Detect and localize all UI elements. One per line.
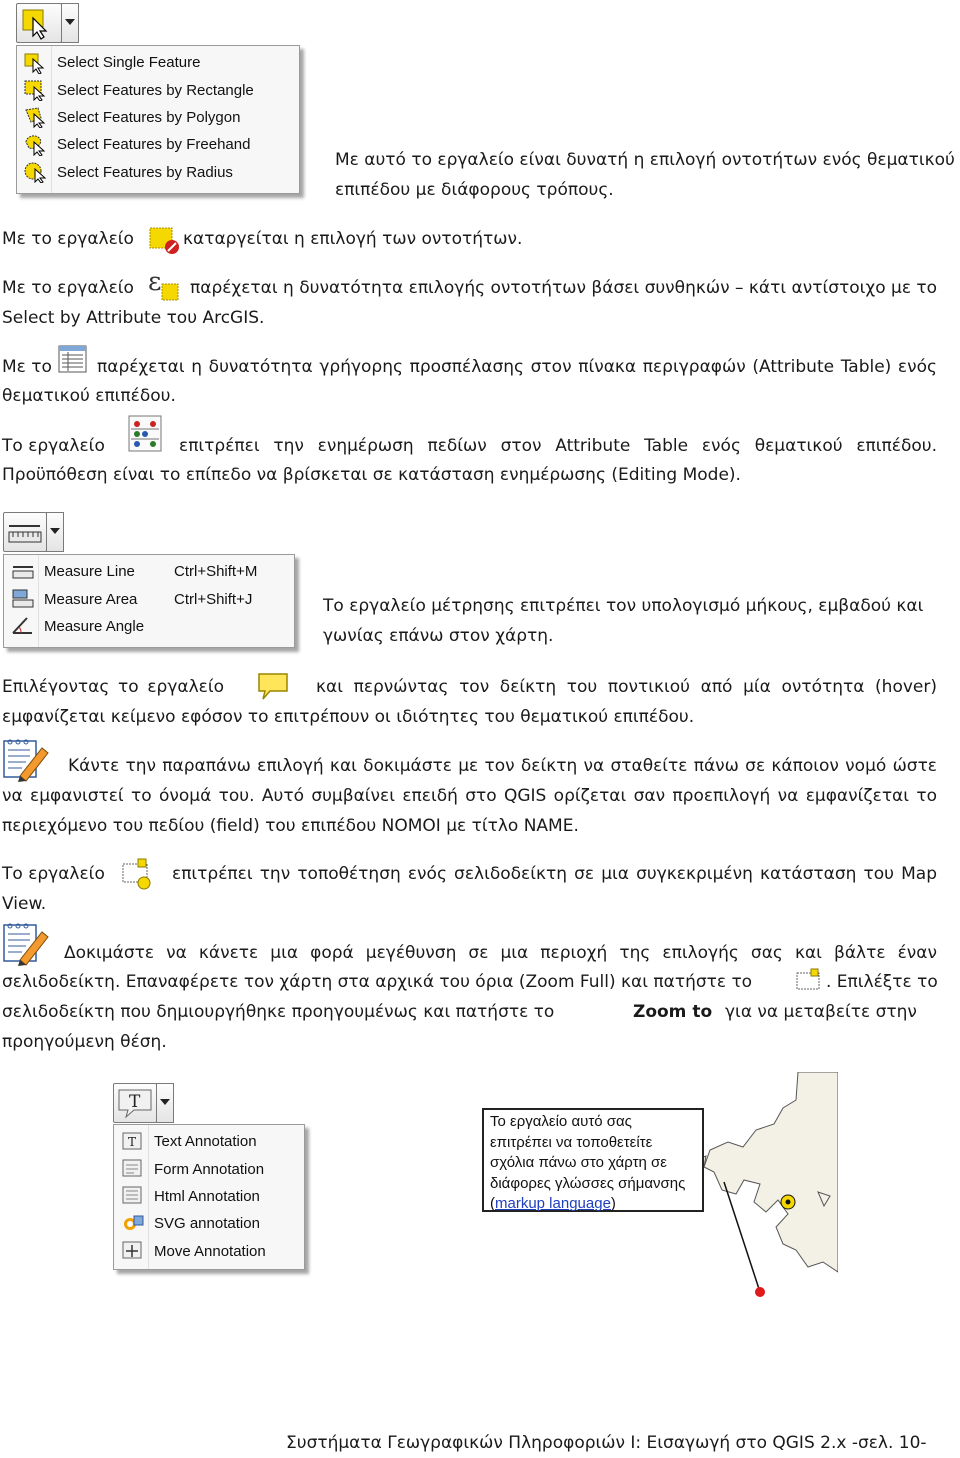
field-calc-text-after: επιτρέπει την ενημέρωση πεδίων στον Attribute Table ενός θεματικού επιπέδου. [179, 436, 937, 456]
menu-item-label: Html Annotation [154, 1187, 260, 1205]
measure-tool-dropdown[interactable] [46, 512, 64, 552]
svg-text:ε: ε [148, 268, 162, 297]
exercise2-line3-bold: Zoom to [633, 1002, 713, 1022]
menu-item-html-annotation[interactable] [114, 1183, 304, 1210]
maptips-text-after: και περνώντας τον δείκτη του ποντικιού από μία οντότητα (hover) [316, 677, 937, 697]
html-annotation-icon [120, 1185, 146, 1207]
menu-item-label: Select Features by Rectangle [57, 81, 254, 99]
menu-item-shortcut: Ctrl+Shift+M [174, 563, 258, 581]
exercise2-line1: Δοκιμάστε να κάνετε μια φορά μεγέθυνση σε μια περιοχή της επιλογής σας και βάλτε έναν [64, 943, 937, 963]
exercise2-line2-b: . Επιλέξτε το [826, 972, 938, 992]
annotation-menu [113, 1124, 305, 1270]
menu-item-measure-angle[interactable] [4, 613, 294, 640]
menu-item-label: Measure Area [44, 590, 138, 608]
measure-angle-icon [10, 615, 36, 637]
annotation-text-line: επιτρέπει να τοποθετείτε [490, 1133, 653, 1151]
chevron-down-icon [160, 1099, 170, 1105]
polygon-select-icon [23, 106, 49, 128]
exercise1-line3: περιεχόμενο του πεδίου (field) του επιπέδου ΝΟΜΟΙ με τίτλο NAME. [2, 816, 579, 836]
expression-text-before: Με το εργαλείο [2, 278, 134, 298]
menu-item-label: Form Annotation [154, 1160, 265, 1178]
exercise1-line1: Κάντε την παραπάνω επιλογή και δοκιμάστε με τον δείκτη να σταθείτε πάνω σε κάποιον νομό ώστε [68, 756, 937, 776]
radius-select-icon [23, 161, 49, 183]
chevron-down-icon [50, 528, 60, 534]
bookmark-text-after: επιτρέπει την τοποθέτηση ενός σελιδοδείκτη σε μια συγκεκριμένη κατάσταση του Map [172, 864, 937, 884]
attr-table-text-after: παρέχεται η δυνατότητα γρήγορης προσπέλασης στον πίνακα περιγραφών (Attribute Table) ενός [97, 357, 937, 377]
measure-area-icon [10, 588, 36, 610]
menu-item-label: Measure Angle [44, 617, 145, 635]
menu-item-label: Select Single Feature [57, 54, 201, 72]
field-calculator-icon [127, 414, 165, 459]
svg-annotation-icon [120, 1213, 146, 1235]
measure-caption-line1: Το εργαλείο μέτρησης επιτρέπει τον υπολογισμό μήκους, εμβαδού και [323, 596, 924, 616]
selection-menu [16, 45, 300, 194]
measure-caption-line2: γωνίας επάνω στον χάρτη. [323, 626, 554, 646]
attr-table-text-line2: θεματικού επιπέδου. [2, 386, 176, 406]
expression-text-after: παρέχεται η δυνατότητα επιλογής οντοτήτων βάσει συνθηκών – κάτι αντίστοιχο με το [190, 278, 938, 298]
menu-item-shortcut: Ctrl+Shift+J [174, 590, 253, 608]
menu-item-text-annotation[interactable] [114, 1128, 304, 1155]
menu-item-form-annotation[interactable] [114, 1155, 304, 1182]
markup-language-link[interactable]: markup language [495, 1195, 611, 1212]
menu-item-move-annotation[interactable] [114, 1238, 304, 1265]
form-annotation-icon [120, 1158, 146, 1180]
measure-menu [3, 554, 295, 648]
annotation-link-line [490, 1194, 696, 1215]
field-calc-text-before: Το εργαλείο [2, 436, 105, 456]
maptips-text-before: Επιλέγοντας το εργαλείο [2, 677, 224, 697]
page-footer: Συστήματα Γεωγραφικών Πληροφοριών Ι: Εισαγωγή στο QGIS 2.x -σελ. 10- [286, 1433, 927, 1453]
bookmark-text-before: Το εργαλείο [2, 864, 105, 884]
select-tool-dropdown[interactable] [61, 3, 79, 43]
menu-item-select-freehand[interactable] [17, 131, 299, 158]
annotation-text-line: Το εργαλείο αυτό σας [490, 1113, 632, 1130]
menu-item-label: Move Annotation [154, 1242, 266, 1260]
annotation-link-open: ( [490, 1195, 495, 1212]
exercise2-line3-b: για να μεταβείτε στην [725, 1002, 917, 1022]
select-tool-icon [17, 4, 61, 42]
exercise2-line2-a: σελιδοδείκτη. Επαναφέρετε τον χάρτη στα αρχικά του όρια (Zoom Full) και πατήστε το [2, 972, 753, 992]
move-annotation-icon [120, 1240, 146, 1262]
menu-item-svg-annotation[interactable] [114, 1210, 304, 1237]
measure-tool-button[interactable] [3, 512, 47, 552]
menu-item-select-single[interactable] [17, 49, 299, 76]
selection-caption-line2: επιπέδου με διάφορους τρόπους. [335, 180, 614, 200]
attribute-table-icon [58, 345, 88, 380]
new-bookmark-icon [120, 856, 156, 897]
menu-item-label: SVG annotation [154, 1215, 260, 1233]
chevron-down-icon [65, 19, 75, 25]
menu-item-label: Text Annotation [154, 1133, 257, 1151]
annotation-tool-dropdown[interactable] [156, 1083, 174, 1123]
cursor-select-icon [23, 52, 49, 74]
text-annotation-icon [114, 1084, 156, 1122]
svg-text:T: T [129, 1092, 141, 1112]
exercise2-line3-a: σελιδοδείκτη που δημιουργήθηκε προηγουμένως και πατήστε το [2, 1002, 555, 1022]
menu-item-label: Select Features by Polygon [57, 108, 241, 126]
menu-item-select-polygon[interactable] [17, 104, 299, 131]
exercise2-line4: προηγούμενη θέση. [2, 1032, 167, 1052]
attr-table-text-before: Με το [2, 357, 52, 377]
menu-item-label: Select Features by Freehand [57, 136, 251, 154]
notepad-pencil-icon [2, 738, 50, 787]
annotation-link-close: ) [610, 1195, 616, 1212]
svg-text:T: T [128, 1134, 137, 1149]
ruler-icon [4, 513, 46, 551]
field-calc-text-line2: Προϋπόθεση είναι το επίπεδο να βρίσκεται σε κατάσταση ενημέρωσης (Editing Mode). [2, 465, 741, 485]
annotation-text-line: σχόλια πάνω στο χάρτη σε [490, 1154, 667, 1171]
select-tool-button[interactable] [16, 3, 62, 43]
rectangle-select-icon [23, 79, 49, 101]
menu-item-label: Select Features by Radius [57, 163, 233, 181]
deselect-icon [148, 224, 182, 261]
text-annotation-icon [120, 1131, 146, 1153]
maptips-text-line2: εμφανίζεται κείμενο εφόσον το επιτρέπουν οι ιδιότητες του θεματικού επιπέδου. [2, 707, 695, 727]
menu-item-select-rectangle[interactable] [17, 76, 299, 103]
annotation-tool-button[interactable] [113, 1083, 157, 1123]
expression-text-line2: Select by Attribute του ArcGIS. [2, 308, 265, 328]
bookmark-icon [795, 967, 823, 998]
deselect-text-before: Με το εργαλείο [2, 229, 134, 249]
selection-caption-line1: Με αυτό το εργαλείο είναι δυνατή η επιλογή οντοτήτων ενός θεματικού [335, 150, 955, 170]
menu-item-measure-line[interactable] [4, 558, 294, 585]
exercise1-line2: να εμφανιστεί το όνομά του. Αυτό συμβαίνει επειδή στο QGIS ορίζεται σαν προεπιλογή να εμφανίζεται το [2, 786, 937, 806]
annotation-example-map [478, 1072, 838, 1312]
measure-line-icon [10, 561, 36, 583]
annotation-text-line: διάφορες γλώσσες σήμανσης [490, 1174, 686, 1192]
bookmark-text-line2: View. [2, 894, 47, 914]
menu-item-select-radius[interactable] [17, 159, 299, 186]
deselect-text-after: καταργείται η επιλογή των οντοτήτων. [183, 229, 523, 249]
menu-item-label: Measure Line [44, 563, 135, 581]
menu-item-measure-area[interactable] [4, 585, 294, 612]
annotation-bubble [482, 1108, 704, 1212]
freehand-select-icon [23, 134, 49, 156]
notepad-pencil-icon [2, 922, 50, 971]
